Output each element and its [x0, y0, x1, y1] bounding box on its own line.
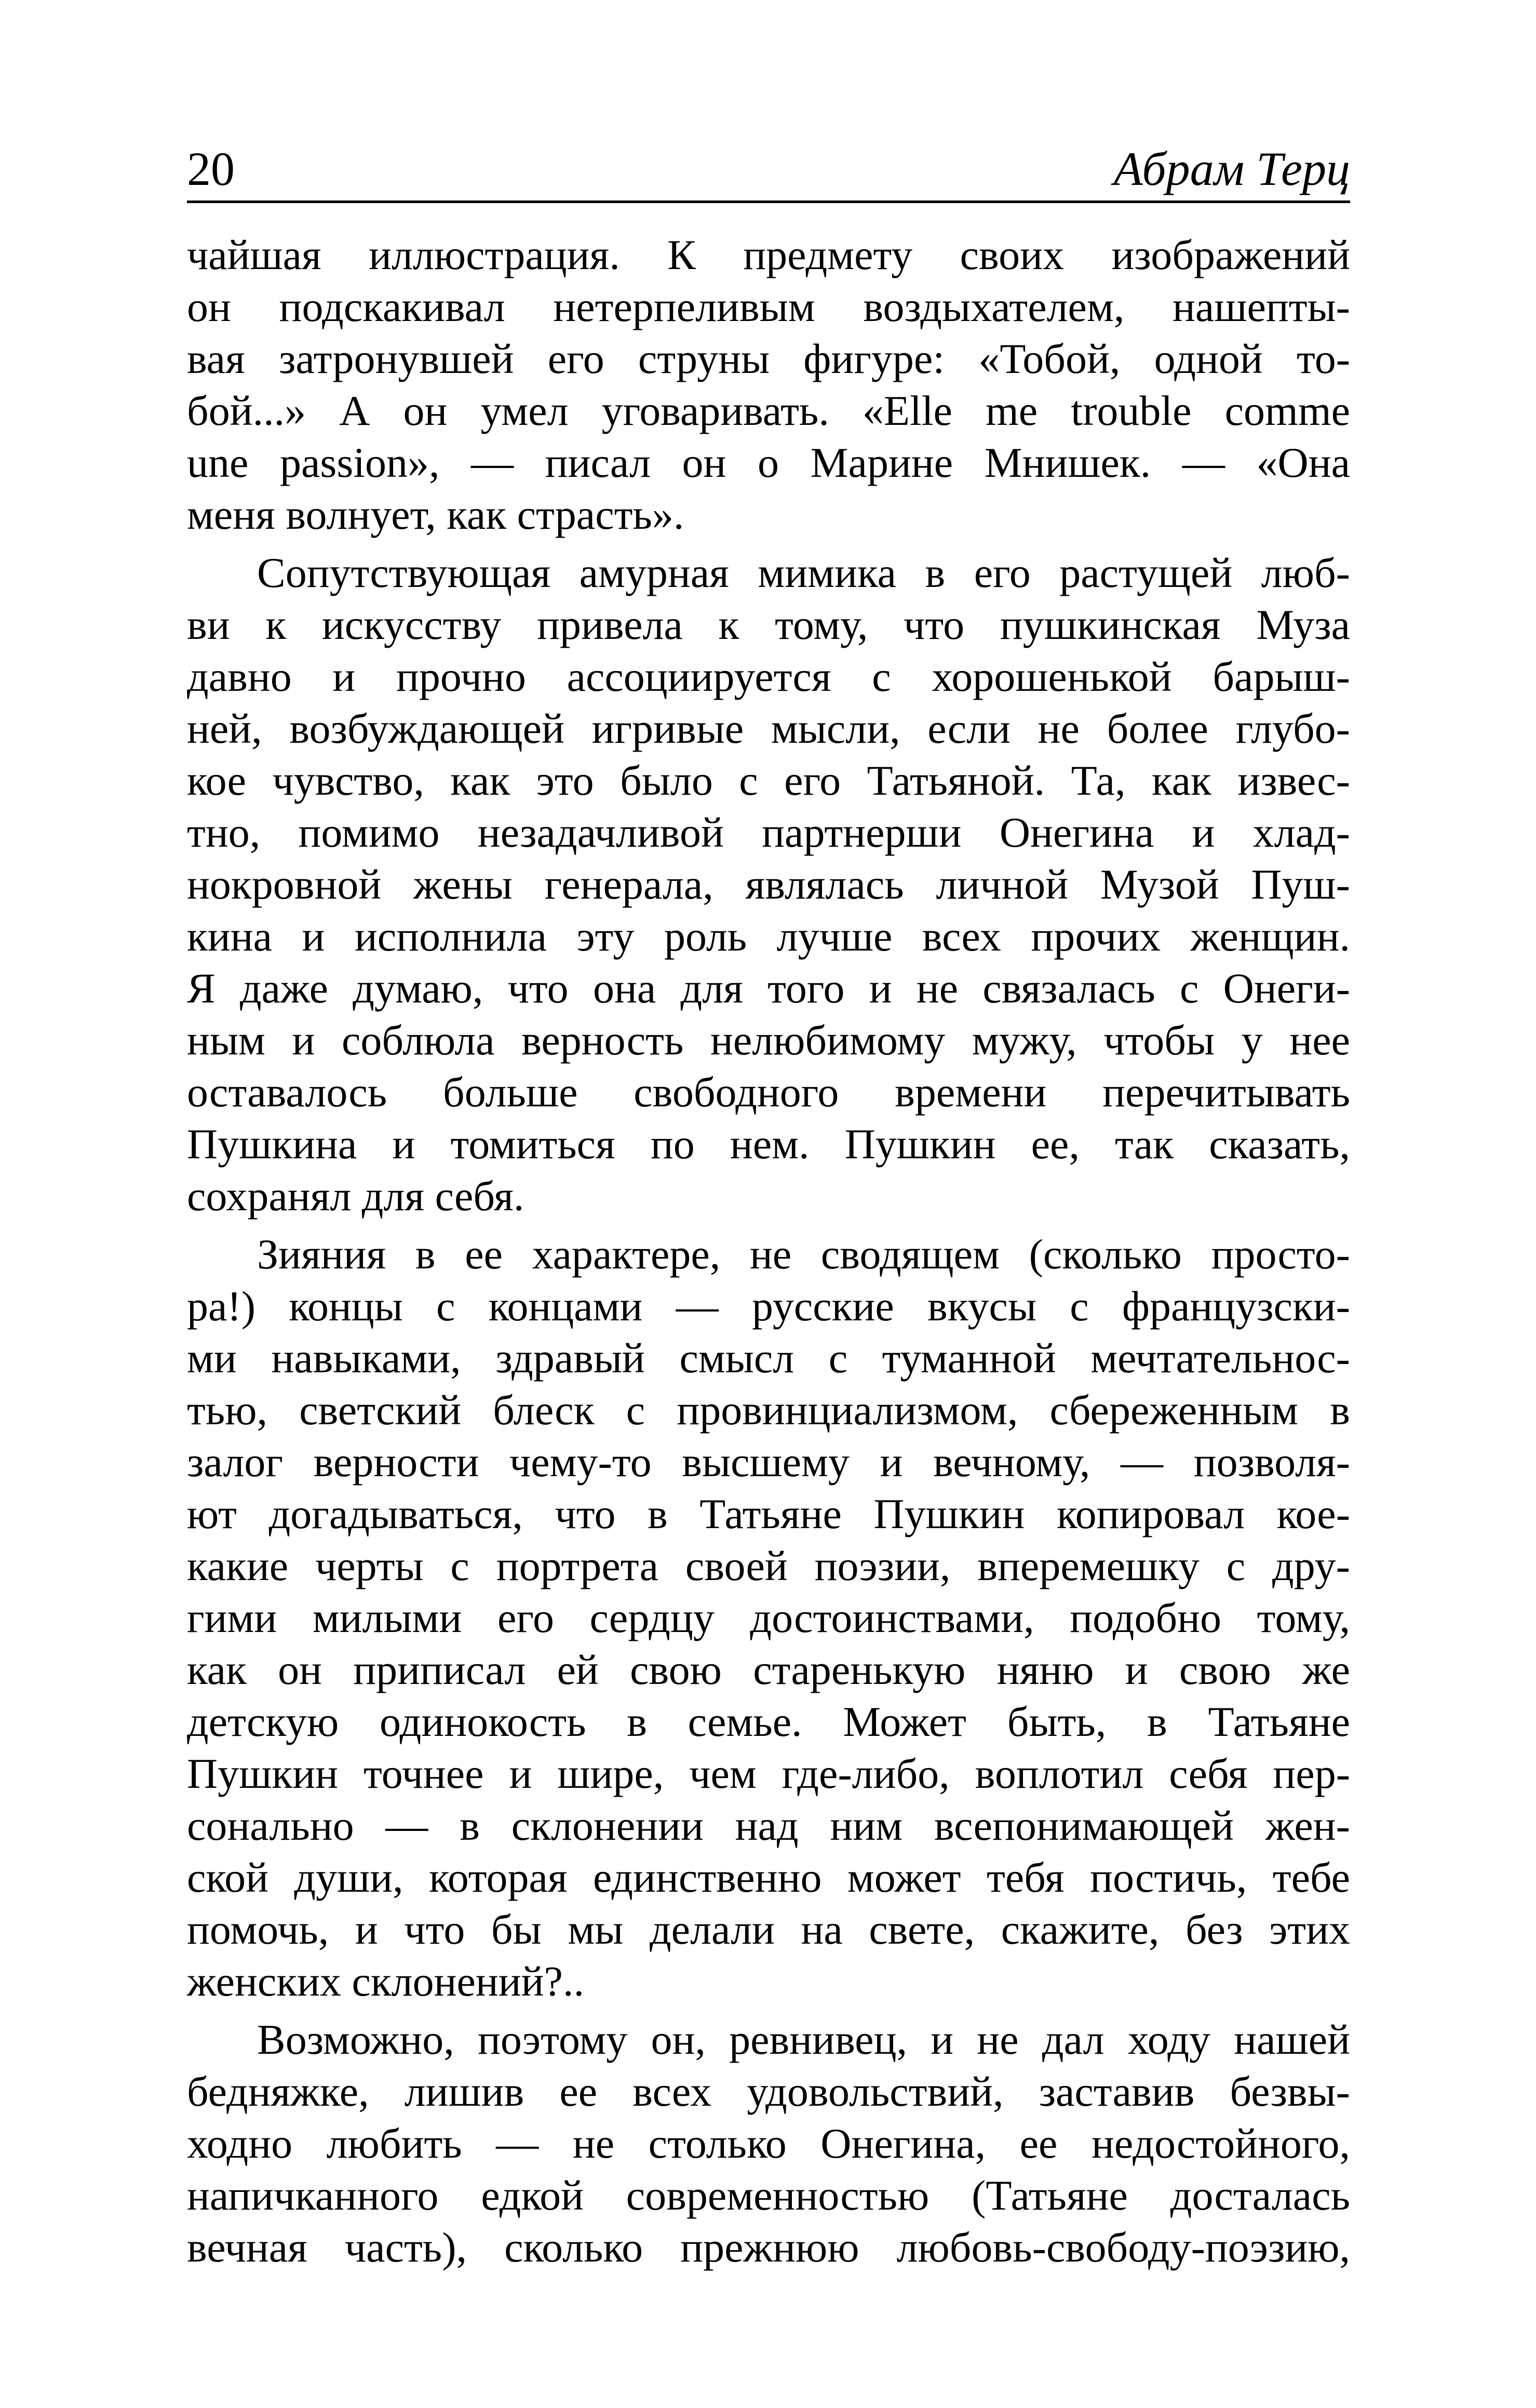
text-line: тно, помимо незадачливой партнерши Онегина и хлад-: [187, 809, 1350, 856]
text-line: бедняжке, лишив ее всех удовольствий, заставив безвы-: [187, 2068, 1350, 2115]
text-line: сохранял для себя.: [187, 1172, 524, 1220]
paragraph: [187, 2014, 1350, 2273]
text-line: ра!) концы с концами — русские вкусы с французски-: [187, 1282, 1350, 1330]
text-line: давно и прочно ассоциируется с хорошенькой барыш-: [187, 653, 1350, 700]
paragraph: [187, 1228, 1350, 2008]
text-line: чайшая иллюстрация. К предмету своих изображений: [187, 231, 1350, 278]
text-line: Зияния в ее характере, не сводящем (сколько просто-: [257, 1230, 1350, 1278]
text-line: une passion», — писал он о Марине Мнишек. — «Она: [187, 439, 1350, 486]
text-line: нокровной жены генерала, являлась личной Музой Пуш-: [187, 861, 1350, 908]
text-line: оставалось больше свободного времени перечитывать: [187, 1068, 1350, 1116]
text-line: ви к искусству привела к тому, что пушкинская Муза: [187, 601, 1350, 648]
body-text: [187, 229, 1350, 2273]
text-line: кое чувство, как это было с его Татьяной. Та, как извес-: [187, 757, 1350, 804]
text-line: помочь, и что бы мы делали на свете, скажите, без этих: [187, 1906, 1350, 1953]
text-line: сонально — в склонении над ним всепонимающей жен-: [187, 1802, 1350, 1849]
book-page: [187, 140, 1350, 2280]
text-line: Пушкин точнее и шире, чем где-либо, воплотил себя пер-: [187, 1750, 1350, 1797]
text-line: ской души, которая единственно может тебя постичь, тебе: [187, 1854, 1350, 1901]
text-line: какие черты с портрета своей поэзии, вперемешку с дру-: [187, 1542, 1350, 1589]
running-head: [187, 140, 1350, 197]
text-line: напичканного едкой современностью (Татьяне досталась: [187, 2172, 1350, 2219]
text-line: вечная часть), сколько прежнюю любовь-свободу-поэзию,: [187, 2224, 1350, 2271]
text-line: ют догадываться, что в Татьяне Пушкин копировал кое-: [187, 1490, 1350, 1537]
paragraph: [187, 229, 1350, 541]
text-line: детскую одинокость в семье. Может быть, в Татьяне: [187, 1698, 1350, 1745]
text-line: ми навыками, здравый смысл с туманной мечтательнос-: [187, 1334, 1350, 1382]
text-line: кина и исполнила эту роль лучше всех прочих женщин.: [187, 913, 1350, 960]
text-line: залог верности чему-то высшему и вечному, — позволя-: [187, 1438, 1350, 1486]
page-number: 20: [187, 142, 235, 195]
text-line: Я даже думаю, что она для того и не связалась с Онеги-: [187, 965, 1350, 1012]
text-line: Пушкина и томиться по нем. Пушкин ее, так сказать,: [187, 1120, 1350, 1168]
header-rule: [187, 200, 1350, 203]
text-line: Сопутствующая амурная мимика в его растущей люб-: [257, 549, 1350, 596]
text-line: меня волнует, как страсть».: [187, 491, 684, 538]
text-line: женских склонений?..: [187, 1958, 584, 2005]
text-line: ней, возбуждающей игривые мысли, если не более глубо-: [187, 705, 1350, 752]
running-title: Абрам Терц: [1113, 142, 1350, 195]
text-line: Возможно, поэтому он, ревнивец, и не дал ходу нашей: [257, 2016, 1350, 2063]
text-line: бой...» А он умел уговаривать. «Elle me trouble comme: [187, 387, 1350, 434]
text-line: гими милыми его сердцу достоинствами, подобно тому,: [187, 1594, 1350, 1641]
paragraph: [187, 547, 1350, 1222]
text-line: как он приписал ей свою старенькую няню и свою же: [187, 1646, 1350, 1693]
text-line: вая затронувшей его струны фигуре: «Тобой, одной то-: [187, 335, 1350, 382]
text-line: ходно любить — не столько Онегина, ее недостойного,: [187, 2120, 1350, 2167]
text-line: ным и соблюла верность нелюбимому мужу, чтобы у нее: [187, 1016, 1350, 1064]
text-line: тью, светский блеск с провинциализмом, сбереженным в: [187, 1386, 1350, 1434]
text-line: он подскакивал нетерпеливым воздыхателем, нашепты-: [187, 283, 1350, 330]
